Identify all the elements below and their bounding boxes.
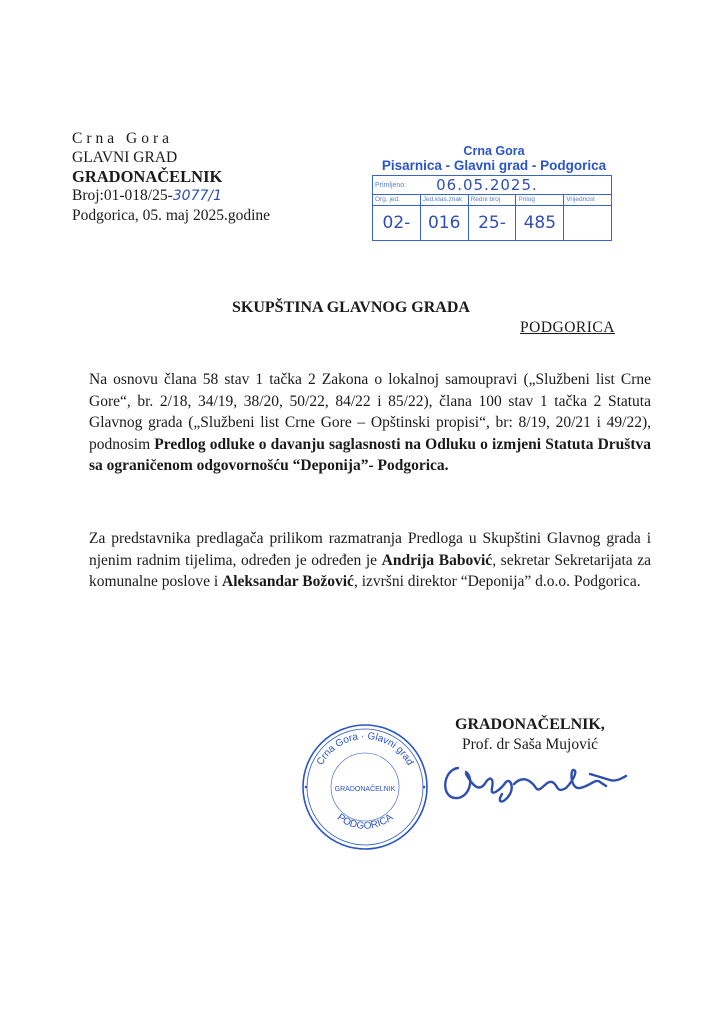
- paragraph-legal-basis: [89, 369, 651, 477]
- stamp-col-header: Vrijednost: [564, 195, 612, 206]
- city-office: GLAVNI GRAD: [72, 149, 178, 166]
- reference-number-handwritten: 3077/1: [172, 188, 223, 204]
- p2-text-c: , izvršni direktor “Deponija” d.o.o. Podgorica.: [353, 573, 641, 590]
- stamp-table: [372, 175, 612, 241]
- stamp-value: 016: [420, 206, 468, 241]
- p2-text-a: Za predstavnika predlagača prilikom razmatranja Predloga u Skupštini Glavnog grada i njenim radnim tijelima, određen je određen je: [89, 530, 651, 569]
- representative-name-1: Andrija Babović: [381, 551, 493, 569]
- addressee-city: PODGORICA: [520, 319, 615, 336]
- letterhead: [72, 129, 362, 225]
- registry-stamp: [372, 144, 616, 241]
- received-label: Primljeno:: [375, 181, 407, 189]
- p1-bold-a: Predlog odluke o davanju saglasnosti na: [154, 435, 426, 453]
- p1-bold-b: Odluku o izmjeni Statuta: [425, 435, 598, 453]
- handwritten-signature-icon: [440, 760, 640, 810]
- reference-number: [72, 186, 362, 206]
- country-name: Crna Gora: [72, 130, 173, 147]
- stamp-line1: Crna Gora: [463, 144, 525, 158]
- p1-text: Na osnovu člana 58 stav 1 tačka 2 Zakona o lokalnoj samoupravi („Službeni list Crne Gore“, br. 2/18, 34/19, 38/20, 50/22, 84/22 i 85/22), člana 100 stav 1 tačka 2 Statuta Glavnog grada („Službeni list Crne Gore – Opštinski propisi“, br: 8/19, 20/21 i 49/22), podnosim: [89, 371, 651, 453]
- stamp-col-header: Org. jed.: [373, 195, 421, 206]
- stamp-value: 25-: [468, 206, 516, 241]
- seal-text-left: PODGORICA: [334, 812, 396, 832]
- svg-text:PODGORICA: [335, 812, 395, 832]
- stamp-line2: Pisarnica - Glavni grad - Podgorica: [381, 158, 607, 173]
- seal-text-top: Crna Gora · Glavni grad: [314, 730, 416, 768]
- stamp-value: [564, 206, 612, 241]
- p2-text-b: , sekretar Sekretarijata za komunalne poslove i: [89, 551, 652, 590]
- addressee-title: SKUPŠTINA GLAVNOG GRADA: [232, 299, 470, 316]
- stamp-value: 02-: [373, 206, 421, 241]
- received-date: 06.05.2025.: [436, 175, 538, 194]
- official-seal-icon: [300, 722, 430, 852]
- signature-title: GRADONAČELNIK,: [455, 716, 605, 733]
- stamp-col-header: Redni broj: [468, 195, 516, 206]
- received-row: [373, 176, 612, 195]
- stamp-col-header: Prilog: [516, 195, 564, 206]
- paragraph-representatives: [89, 528, 651, 593]
- signatory-name: Prof. dr Saša Mujović: [462, 736, 599, 753]
- representative-name-2: Aleksandar Božović: [222, 573, 354, 590]
- place-date: Podgorica, 05. maj 2025.godine: [72, 207, 271, 224]
- p1-bold-c: Društva sa ograničenom odgovornošću “Deponija”- Podgorica.: [89, 435, 651, 474]
- office-name: GRADONAČELNIK: [72, 167, 223, 186]
- seal-center: GRADONAČELNIK: [334, 786, 396, 793]
- stamp-col-header: Jed.klas.znak: [420, 195, 468, 206]
- reference-number-prefix: Broj:01-018/25-: [72, 187, 173, 204]
- stamp-value: 485: [516, 206, 564, 241]
